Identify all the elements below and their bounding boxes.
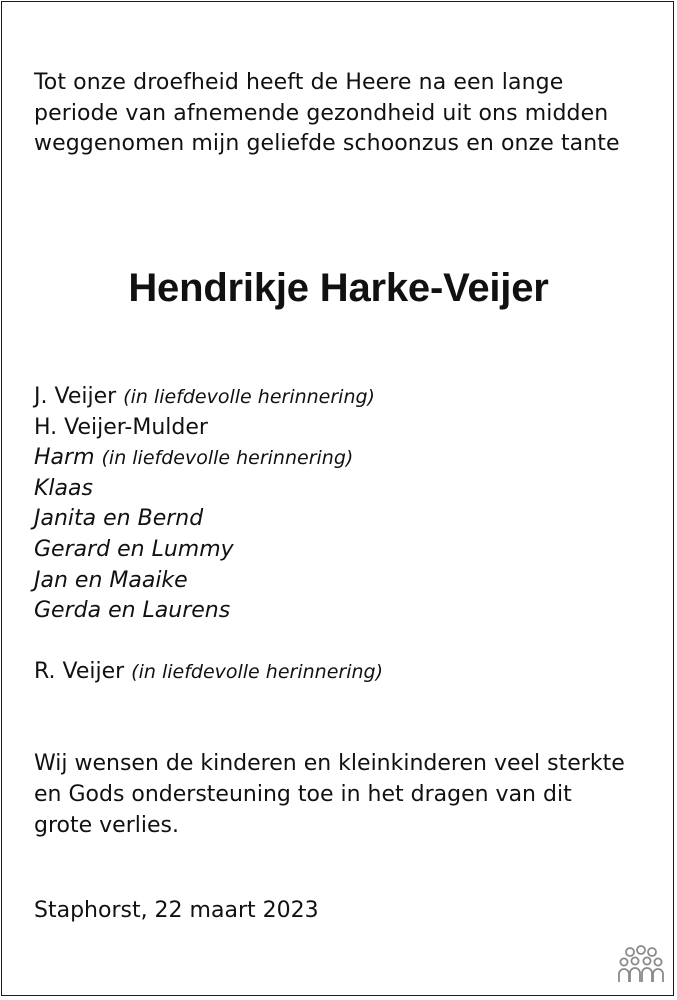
people-group-icon <box>616 944 666 986</box>
mourner-name: Janita en Bernd <box>34 506 204 532</box>
mourner-name: H. Veijer-Mulder <box>34 414 208 440</box>
mourner-name: Gerda en Laurens <box>34 598 231 624</box>
mourner-row <box>34 474 634 505</box>
place-date: Staphorst, 22 maart 2023 <box>34 898 319 923</box>
mourner-note: (in liefdevolle herinnering) <box>123 386 375 408</box>
mourner-name: J. Veijer <box>34 384 117 409</box>
mourner-row <box>34 443 634 474</box>
mourner-name: Klaas <box>34 475 93 501</box>
mourner-name: Gerard en Lummy <box>34 536 234 562</box>
deceased-name: Hendrikje Harke-Veijer <box>128 266 549 310</box>
intro-text: Tot onze droefheid heeft de Heere na een lange periode van afnemende gezondheid uit ons midden weggenomen mijn geliefde schoonzus en onze tante <box>34 70 620 156</box>
mourner-spacer <box>34 627 634 657</box>
mourner-row <box>34 657 634 688</box>
mourner-note: (in liefdevolle herinnering) <box>101 447 354 470</box>
mourner-row <box>34 596 634 627</box>
mourner-row <box>34 382 634 413</box>
mourner-row <box>34 566 634 597</box>
mourners-list <box>34 382 634 687</box>
mourner-row <box>34 504 634 535</box>
mourner-name: R. Veijer <box>34 658 125 684</box>
mourner-name: Harm <box>34 445 95 471</box>
mourner-name: Jan en Maaike <box>34 567 188 593</box>
mourner-row <box>34 535 634 566</box>
mourner-row <box>34 413 634 444</box>
mourner-note: (in liefdevolle herinnering) <box>131 660 383 683</box>
closing-text: Wij wensen de kinderen en kleinkinderen veel sterkte en Gods ondersteuning toe in het dragen van dit grote verlies. <box>34 751 625 838</box>
